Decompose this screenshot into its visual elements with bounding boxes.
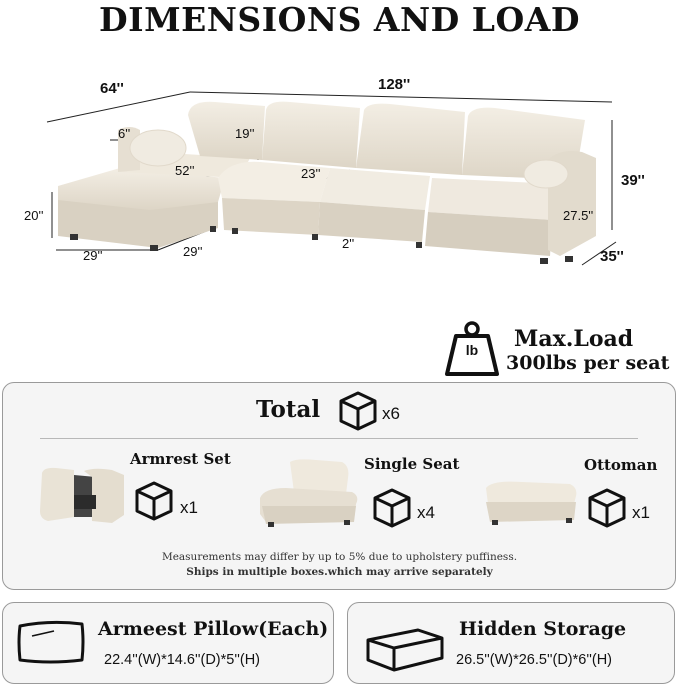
box-icon bbox=[134, 480, 174, 522]
dim-seat-depth: 23'' bbox=[301, 166, 321, 181]
dim-ottoman-w: 29'' bbox=[83, 248, 103, 263]
divider bbox=[40, 438, 638, 439]
dim-depth-total: 64'' bbox=[100, 80, 124, 97]
max-load-value: 300lbs per seat bbox=[506, 352, 670, 374]
dim-arm-h: 27.5'' bbox=[563, 208, 594, 223]
ottoman-qty: x1 bbox=[632, 503, 650, 522]
armrest-set-image bbox=[34, 465, 128, 527]
dim-seat-h: 20'' bbox=[24, 208, 44, 223]
dim-pillow-w: 6'' bbox=[118, 126, 131, 141]
total-label: Total bbox=[256, 396, 321, 423]
pillow-size: 22.4''(W)*14.6''(D)*5''(H) bbox=[104, 652, 261, 668]
storage-box-icon bbox=[364, 626, 446, 674]
single-seat-image bbox=[256, 458, 362, 530]
note-shipping: Ships in multiple boxes.which may arrive separately bbox=[186, 566, 493, 578]
single-seat-label: Single Seat bbox=[364, 455, 460, 473]
storage-size: 26.5''(W)*26.5''(D)*6''(H) bbox=[456, 652, 613, 668]
dim-back-h: 19'' bbox=[235, 126, 255, 141]
ottoman-image bbox=[482, 478, 580, 526]
total-qty: x6 bbox=[382, 404, 400, 423]
pillow-icon bbox=[14, 618, 88, 666]
armrest-set-label: Armrest Set bbox=[130, 450, 231, 468]
dim-arm-d: 35'' bbox=[600, 248, 624, 265]
dim-total-h: 39'' bbox=[621, 172, 645, 189]
dim-leg-h: 2'' bbox=[342, 236, 355, 251]
box-icon bbox=[587, 487, 627, 529]
page-title: DIMENSIONS AND LOAD bbox=[99, 0, 580, 39]
box-icon bbox=[338, 390, 378, 432]
single-seat-qty: x4 bbox=[417, 503, 435, 522]
box-icon bbox=[372, 487, 412, 529]
ottoman-label: Ottoman bbox=[584, 456, 658, 474]
dim-ottoman-d: 29'' bbox=[183, 244, 203, 259]
note-measurements: Measurements may differ by up to 5% due to upholstery puffiness. bbox=[161, 551, 518, 563]
storage-title: Hidden Storage bbox=[459, 618, 627, 640]
armrest-set-qty: x1 bbox=[180, 498, 198, 517]
dim-chaise-len: 52'' bbox=[175, 163, 195, 178]
pillow-title: Armeest Pillow(Each) bbox=[98, 618, 329, 640]
weight-icon-label: lb bbox=[465, 342, 479, 358]
max-load-label: Max.Load bbox=[514, 326, 634, 352]
dim-width-total: 128'' bbox=[378, 76, 411, 93]
